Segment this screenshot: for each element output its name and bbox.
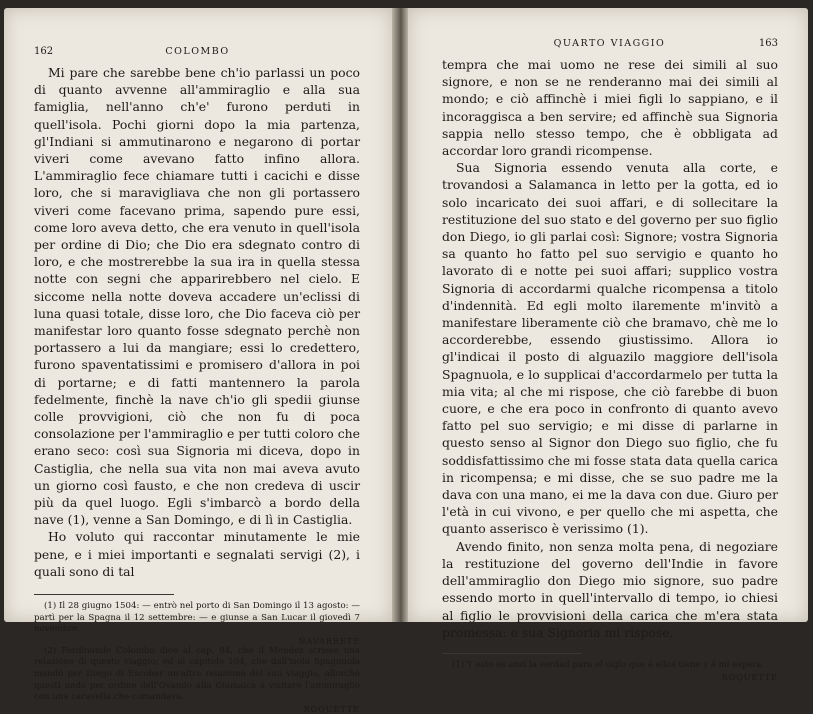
left-footnote: (2) Ferdinando Colombo dice al cap. 94, che il Mendez scrisse una relazione di questo viaggio; ed al capitolo 104, che dall'isola Spagnuola mandò per Diego di Escobar un'altra relazione del suo viaggio, allorchè questi andò per ordine dell'Ovando alla Giamaica a visitare l'ammiraglio con una caravella che comandava. xyxy=(34,645,360,703)
left-paragraph: Ho voluto qui raccontar minutamente le mie pene, e i miei importanti e segnalati servigi (2), i quali sono di tal xyxy=(34,529,360,579)
left-footnote: (1) Il 28 giugno 1504: — entrò nel porto di San Domingo il 13 agosto: — partì per la Spagna il 12 settembre: — e giunse a San Lucar il giovedì 7 novembre. xyxy=(34,601,360,635)
right-page-number: 163 xyxy=(758,38,778,49)
left-page-header xyxy=(34,46,360,62)
right-running-head: QUARTO VIAGGIO xyxy=(553,38,666,49)
right-page-content xyxy=(442,38,778,682)
right-footnote: (1) Y esto es ansi la verdad para el siglo que á ellos tiene y á mi espera. xyxy=(452,659,765,670)
right-footnotes xyxy=(442,653,778,682)
left-page-number: 162 xyxy=(34,46,54,57)
right-page-body xyxy=(442,56,778,641)
left-paragraph: Mi pare che sarebbe bene ch'io parlassi un poco di quanto avvenne all'ammiraglio e alla sua famiglia, nell'anno ch'e' furono perduti in quell'isola. Pochi giorni dopo la mia partenza, gl'Indiani si ammutinarono e negarono di portar viveri come avevano fatto infino allora. L'ammiraglio fece chiamare tutti i cacichi e disse loro, che si maravigliava che non gli portassero viveri come facevano prima, sapendo pure essi, come loro aveva detto, che era venuto in quell'isola per ordine di Dio; che Dio era sdegnato contro di loro, e che mostrerebbe la sua ira in quella stessa notte con segni che apparirebbero nel cielo. E siccome nella notte doveva accadere un'eclissi di luna quasi totale, disse loro, che Dio faceva ciò per manifestar loro quanto fosse sdegnato perchè non portassero a lui da mangiare; essi lo credettero, furono spaventatissimi e promisero d'allora in poi di portarne; e di fatti mantennero la parola fedelmente, finchè la nave ch'io gli spedii giunse colle provvigioni, ciò che non fu di poca consolazione per l'ammiraglio e per tutti coloro che erano seco: così sua Signoria mi diceva, dopo in Castiglia, che nella sua vita non mai aveva avuto un giorno così fausto, e che non credeva di uscir più da quel luogo. Egli s'imbarcò a bordo della nave (1), venne a San Domingo, e di lì in Castiglia. xyxy=(34,65,360,528)
left-page-body xyxy=(34,64,360,580)
right-paragraph: Avendo finito, non senza molta pena, di negoziare la restituzione del governo dell'Indie in favore dell'ammiraglio don Diego mio signore, suo padre essendo morto in quell'intervallo di tempo, io chiesi al figlio le provvisioni della carica che m'era stata promessa: e sua Signoria mi rispose, xyxy=(442,538,778,640)
left-page xyxy=(4,8,392,714)
left-page-content xyxy=(34,46,360,714)
footnote-rule xyxy=(442,653,582,654)
footnote-signature: NAVARRETE xyxy=(298,636,360,646)
right-page xyxy=(408,8,808,682)
footnote-signature: ROQUETTE xyxy=(303,704,360,714)
right-paragraph: tempra che mai uomo ne rese dei simili al suo signore, e non se ne renderanno mai dei simili al mondo; e ciò affinchè i miei figli lo sappiano, e il incoraggisca a ben servire; ed affinchè sua Signoria sappia nello stesso tempo, che è obbligata ad accordar loro grandi ricompense. xyxy=(442,57,778,159)
footnote-rule xyxy=(34,594,174,595)
left-running-head: COLOMBO xyxy=(165,46,230,57)
right-page-header xyxy=(442,38,778,54)
book-gutter xyxy=(392,8,408,622)
right-paragraph: Sua Signoria essendo venuta alla corte, e trovandosi a Salamanca in letto per la gotta, ed io solo incaricato dei suoi affari, e di sollecitare la restituzione del suo stato e del governo per suo figlio don Diego, io gli parlai così: Signore; vostra Signoria sa quanto ho fatto pel suo servigio e quanto ho lavorato di e notte pei suoi affari; supplico vostra Signoria di accordarmi qualche ricompensa a titolo d'indennità. Ed egli molto ilaremente m'invitò a manifestare liberamente ciò che bramavo, chè me lo accorderebbe, essendo giustissimo. Allora io gl'indicai il posto di alguazilo maggiore dell'isola Spagnuola, e lo supplicai d'accordarmelo per tutta la mia vita; al che mi rispose, che ciò farebbe di buon cuore, e che era poco in confronto di quanto avevo fatto pel suo servigio; e mi disse di parlarne in questo senso al Signor don Diego suo figlio, che fu soddisfattissimo che mi fosse stata data quella carica in ricompensa; e mi disse, che se suo padre me la dava con una mano, ei me la dava con due. Giuro per l'età in cui vivono, e per quello che mi aspetta, che quanto asserisco è verissimo (1). xyxy=(442,160,778,537)
footnote-signature: ROQUETTE xyxy=(721,672,778,682)
left-footnotes xyxy=(34,594,360,714)
